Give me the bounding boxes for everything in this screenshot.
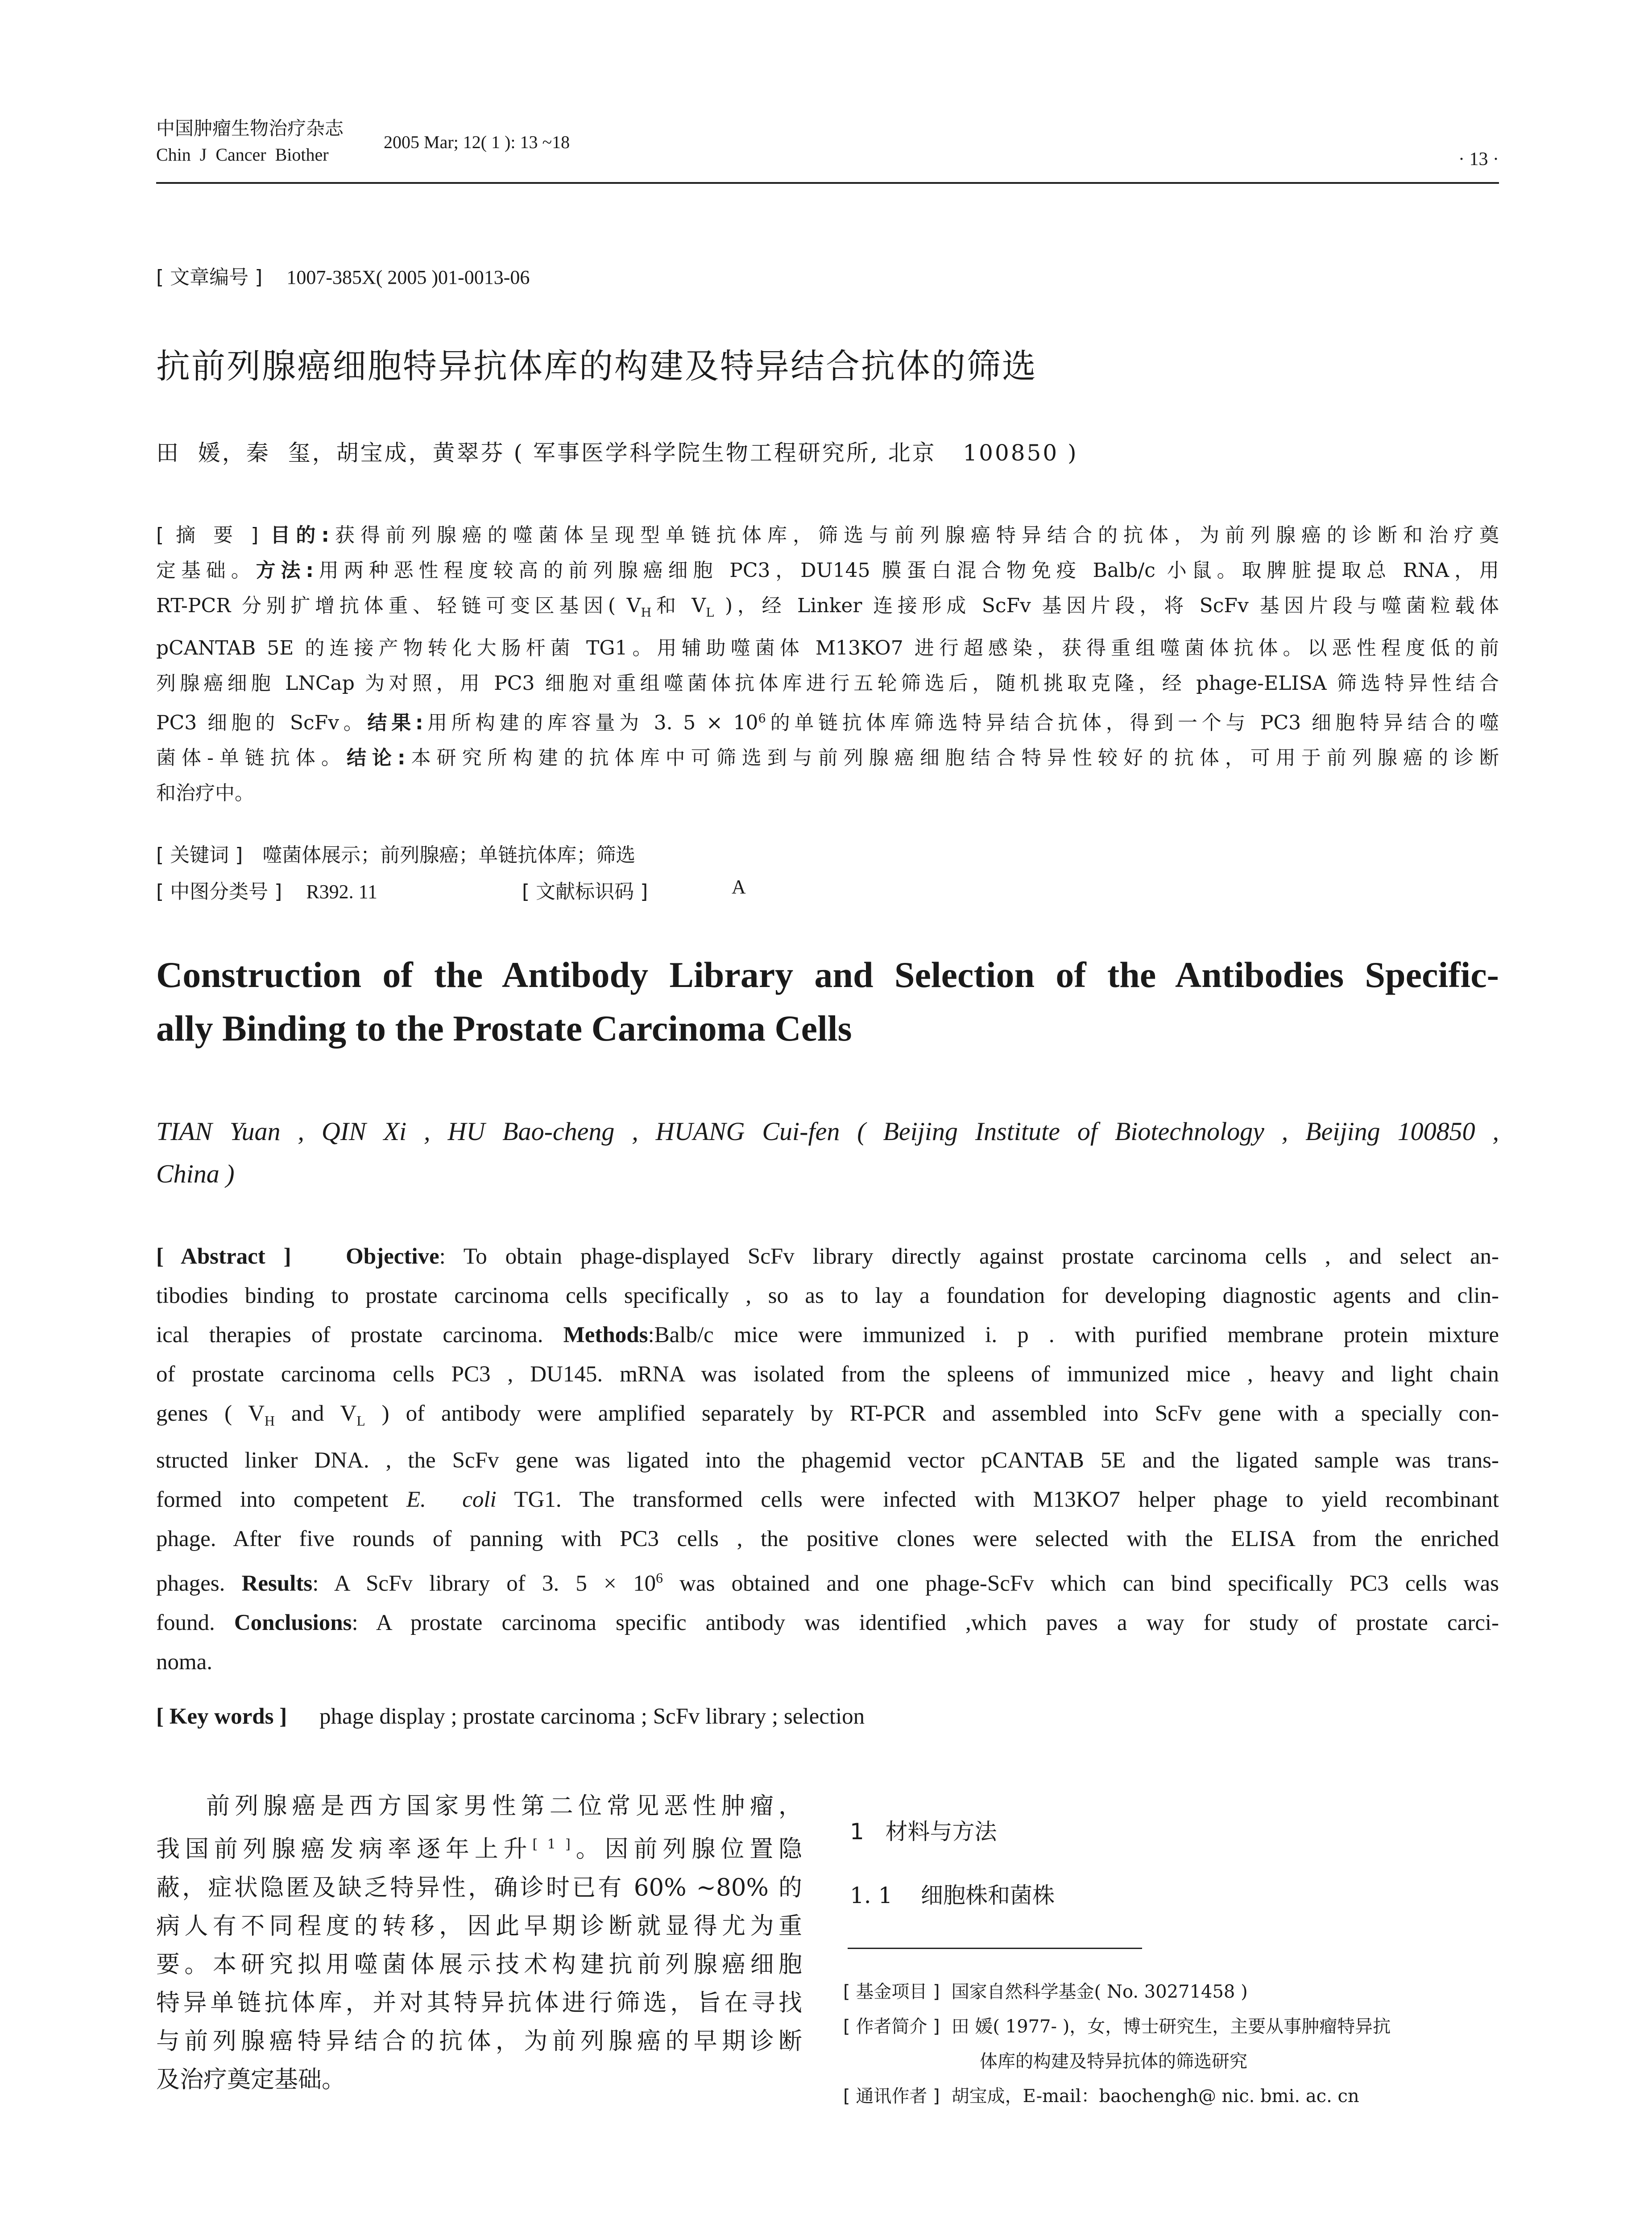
abstract-en-line: [156, 1480, 1499, 1519]
abstract-cn-line: 和治疗中。: [156, 782, 254, 805]
abstract-en-text: ical therapies of prostate carcinoma.: [156, 1323, 543, 1348]
abstract-en-text: : To obtain phage-displayed ScFv library directly against prostate carcinoma cells , and select an-: [439, 1244, 1499, 1269]
subscript: H: [264, 1413, 275, 1429]
title-en-line: Construction of the Antibody Library and Selection of the Antibodies Specific-: [156, 954, 1499, 995]
conclusions-en-label: Conclusions: [234, 1610, 352, 1636]
title-en: [156, 948, 1499, 1055]
abstract-en-line: phage. After five rounds of panning with PC3 cells , the positive clones were selected with the ELISA from the enriched: [156, 1526, 1499, 1552]
authors-en: [156, 1110, 1499, 1195]
superscript: 6: [656, 1570, 663, 1586]
abstract-cn-text: PC3 细胞的 ScFv。: [156, 711, 368, 734]
article-number-value: 1007-385X( 2005 )01-0013-06: [286, 266, 530, 288]
intro-line: 要。本研究拟用噬菌体展示技术构建抗前列腺癌细胞: [156, 1950, 802, 1978]
doc-code-label: [ 文献标识码 ]: [522, 880, 648, 903]
abstract-en: [156, 1237, 1499, 1682]
abstract-en-line: [156, 1237, 1499, 1276]
keywords-en-label: [ Key words ]: [156, 1704, 287, 1729]
abstract-cn-line: 列腺癌细胞 LNCap 为对照，用 PC3 细胞对重组噬菌体抗体库进行五轮筛选后，随机挑取克隆，经 phage-ELISA 筛选特异性结合: [156, 672, 1499, 695]
subscript: L: [706, 605, 714, 620]
corresponding-value: 胡宝成，E-mail：baochengh@ nic. bmi. ac. cn: [951, 2086, 1359, 2107]
subscript: L: [356, 1413, 365, 1429]
running-header: [156, 114, 1499, 176]
journal-name-en: Chin J Cancer Biother: [156, 145, 329, 165]
objective-label: 目的:: [270, 524, 329, 547]
journal-name-cn: 中国肿瘤生物治疗杂志: [156, 117, 344, 139]
abstract-cn-text: RT-PCR 分别扩增抗体重、轻链可变区基因( V: [156, 594, 641, 617]
intro-paragraph: [156, 1787, 802, 2099]
abstract-cn-text: 的单链抗体库筛选特异结合抗体，得到一个与 PC3 细胞特异结合的噬: [766, 711, 1499, 734]
abstract-en-text: TG1. The transformed cells were infected with M13KO7 helper phage to yield recombinant: [514, 1487, 1499, 1513]
abstract-en-text: genes ( V: [156, 1401, 265, 1426]
authors-en-line: TIAN Yuan , QIN Xi , HU Bao-cheng , HUANG Cui-fen ( Beijing Institute of Biotechnology , Beijing 100850 ,: [156, 1117, 1499, 1146]
abstract-en-text: : A prostate carcinoma specific antibody was identified ,which paves a way for study of prostate carci-: [352, 1610, 1499, 1636]
intro-line: 与前列腺癌特异结合的抗体，为前列腺癌的早期诊断: [156, 2027, 802, 2055]
keywords-en: [156, 1704, 865, 1729]
abstract-cn-text: 和 V: [651, 594, 706, 617]
abstract-cn-line: [156, 518, 1499, 553]
objective-en-label: Objective: [346, 1244, 439, 1269]
results-label: 结果:: [367, 711, 423, 734]
fund-label: [ 基金项目 ]: [843, 1982, 940, 2002]
fund-value: 国家自然科学基金( No. 30271458 ): [951, 1982, 1248, 2002]
abstract-en-text: formed into competent: [156, 1487, 389, 1513]
author-bio-value: 田 媛( 1977- )，女，博士研究生，主要从事肿瘤特异抗: [951, 2016, 1391, 2037]
abstract-cn-line: [156, 553, 1499, 588]
abstract-cn-line: [156, 588, 1499, 630]
article-number-label: [ 文章编号 ]: [156, 266, 263, 289]
abstract-cn-line: pCANTAB 5E 的连接产物转化大肠杆菌 TG1。用辅助噬菌体 M13KO7 进行超感染，获得重组噬菌体抗体。以恶性程度低的前: [156, 636, 1499, 659]
species-name: E. coli: [406, 1487, 497, 1513]
intro-line: 前列腺癌是西方国家男性第二位常见恶性肿瘤，: [206, 1792, 802, 1820]
section-heading: 1 材料与方法: [850, 1819, 997, 1845]
subsection-heading: 1. 1 细胞株和菌株: [850, 1883, 1055, 1908]
keywords-cn: [156, 839, 635, 867]
results-en-label: Results: [241, 1571, 313, 1597]
abstract-cn-text: 用两种恶性程度较高的前列腺癌细胞 PC3，DU145 膜蛋白混合物免疫 Balb/c 小鼠。取脾脏提取总 RNA，用: [314, 559, 1499, 582]
title-cn: 抗前列腺癌细胞特异抗体库的构建及特异结合抗体的筛选: [156, 346, 1037, 386]
title-en-line: ally Binding to the Prostate Carcinoma Cells: [156, 1008, 852, 1049]
intro-line: [156, 1825, 802, 1869]
clc-label: [ 中图分类号 ]: [156, 880, 282, 903]
footnote-author-cont: 体库的构建及特异抗体的筛选研究: [980, 2051, 1247, 2072]
abstract-en-line: noma.: [156, 1650, 213, 1675]
footnote-corresponding: [843, 2079, 1499, 2114]
footnotes: [843, 1974, 1499, 2114]
abstract-cn-text: 本研究所构建的抗体库中可筛选到与前列腺癌细胞结合特异性较好的抗体，可用于前列腺癌的诊断: [405, 746, 1499, 770]
abstract-en-line: [156, 1394, 1499, 1441]
corresponding-label: [ 通讯作者 ]: [843, 2086, 940, 2107]
keywords-en-value: phage display ; prostate carcinoma ; ScFv library ; selection: [319, 1704, 865, 1729]
abstract-en-text: : A ScFv library of 3. 5 × 10: [312, 1571, 656, 1597]
authors-en-line: China ): [156, 1159, 235, 1188]
abstract-cn-text: 定基础。: [156, 559, 256, 582]
abstract-cn-text: )，经 Linker 连接形成 ScFv 基因片段，将 ScFv 基因片段与噬菌粒载体: [714, 594, 1499, 617]
abstract-en-text: and V: [274, 1401, 357, 1426]
abstract-cn-label: [ 摘 要 ]: [156, 524, 259, 547]
intro-text: 。因前列腺位置隐: [570, 1835, 802, 1863]
abstract-cn-line: [156, 740, 1499, 775]
abstract-en-label: [ Abstract ]: [156, 1244, 291, 1269]
article-number: [156, 261, 530, 290]
abstract-cn-text: 菌体-单链抗体。: [156, 746, 347, 770]
abstract-en-line: [156, 1315, 1499, 1355]
footnote-rule: [848, 1948, 1142, 1949]
author-bio-label: [ 作者简介 ]: [843, 2016, 940, 2037]
citation-ref: [ 1 ]: [532, 1837, 571, 1852]
keywords-cn-value: 噬菌体展示；前列腺癌；单链抗体库；筛选: [262, 844, 636, 867]
abstract-en-line: [156, 1603, 1499, 1642]
superscript: 6: [758, 711, 766, 726]
page-number: · 13 ·: [1458, 149, 1499, 170]
abstract-en-text: found.: [156, 1610, 215, 1636]
intro-line: 病人有不同程度的转移，因此早期诊断就显得尤为重: [156, 1912, 802, 1940]
footnote-author: [843, 2009, 1499, 2044]
abstract-en-text: :Balb/c mice were immunized i. p . with purified membrane protein mixture: [648, 1323, 1499, 1348]
methods-label: 方法:: [256, 559, 314, 582]
abstract-en-line: structed linker DNA. , the ScFv gene was ligated into the phagemid vector pCANTAB 5E and the ligated sample was trans-: [156, 1448, 1499, 1473]
intro-line: 蔽，症状隐匿及缺乏特异性，确诊时已有 60% ~80% 的: [156, 1874, 802, 1901]
abstract-en-text: ) of antibody were amplified separately by RT-PCR and assembled into ScFv gene with a specially con-: [365, 1401, 1499, 1426]
intro-text: 我国前列腺癌发病率逐年上升: [156, 1835, 533, 1863]
keywords-cn-label: [ 关键词 ]: [156, 844, 243, 867]
intro-line: 及治疗奠定基础。: [156, 2065, 345, 2093]
abstract-cn: [156, 518, 1499, 811]
authors-cn: 田 媛，秦 玺，胡宝成，黄翠芬 ( 军事医学科学院生物工程研究所, 北京 100850 ): [156, 440, 1078, 466]
doc-code-value: A: [732, 876, 746, 898]
abstract-en-line: tibodies binding to prostate carcinoma cells specifically , so as to lay a foundation for developing diagnostic agents and clin-: [156, 1283, 1499, 1308]
abstract-cn-line: [156, 701, 1499, 741]
clc-value: R392. 11: [306, 881, 378, 903]
abstract-en-text: phages.: [156, 1571, 225, 1597]
journal-issue: 2005 Mar; 12( 1 ): 13 ~18: [384, 132, 570, 152]
abstract-en-line: of prostate carcinoma cells PC3 , DU145. mRNA was isolated from the spleens of immunized mice , heavy and light chain: [156, 1362, 1499, 1387]
abstract-cn-text: 用所构建的库容量为 3. 5 × 10: [423, 711, 758, 734]
abstract-en-line: [156, 1559, 1499, 1603]
abstract-en-text: was obtained and one phage-ScFv which can bind specifically PC3 cells was: [662, 1571, 1499, 1597]
intro-line: 特异单链抗体库，并对其特异抗体进行筛选，旨在寻找: [156, 1989, 802, 2016]
abstract-cn-text: 获得前列腺癌的噬菌体呈现型单链抗体库，筛选与前列腺癌特异结合的抗体，为前列腺癌的诊断和治疗奠: [329, 524, 1499, 547]
footnote-fund: [843, 1974, 1499, 2009]
methods-en-label: Methods: [563, 1323, 648, 1348]
subscript: H: [641, 605, 652, 620]
classification: [156, 875, 1499, 904]
header-rule: [156, 182, 1499, 184]
conclusion-label: 结论:: [346, 746, 406, 770]
